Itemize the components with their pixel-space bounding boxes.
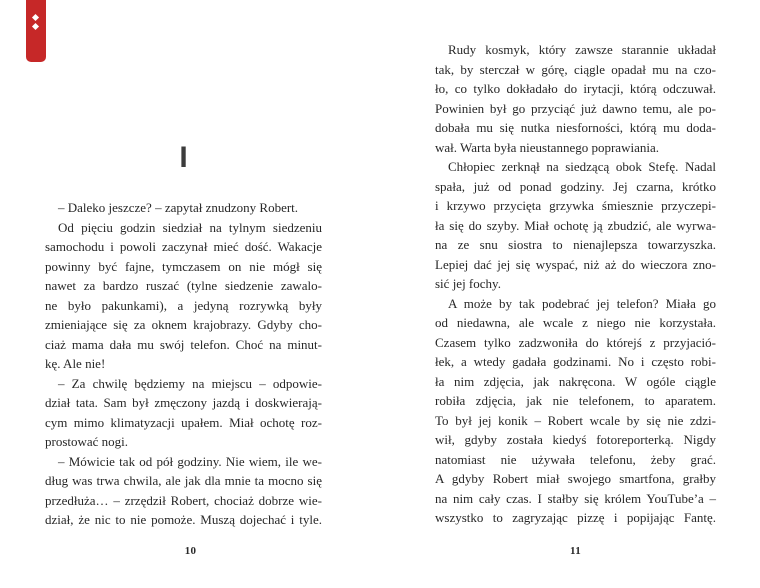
text-line: dobała mu się nutka niesforności, którą mu doda- xyxy=(435,120,716,135)
text-line: tak, by sterczał w górę, ciągle opadał mu na czo- xyxy=(435,61,716,77)
text-line: spała, już od ponad godziny. Jej czarna, krótko xyxy=(435,178,716,194)
page-number-left: 10 xyxy=(184,545,197,557)
text-line: cym mimo klimatyzacji upałem. Miał ochotę roz- xyxy=(45,414,322,430)
text-line: kę. Ale nie! xyxy=(45,356,106,371)
chapter-heading: I xyxy=(179,141,188,174)
text-line: łek, a wtedy gadała godzinami. No i często robi- xyxy=(435,354,716,369)
text-line: ciaż mama dała mu swój telefon. Choć na minut- xyxy=(45,336,322,352)
text-line: wał. Warta była nieustannego poprawiania. xyxy=(435,139,659,155)
text-line: i krzywo przycięta grzywka śmiesznie przyczepi- xyxy=(435,198,716,213)
text-line: A gdyby Robert miał swojego smartfona, grałby xyxy=(435,471,716,486)
text-line: ła się do szyby. Miał ochotę ją zbudzić, ale wyrwa- xyxy=(435,217,716,233)
text-line: na nim cały czas. I stałby się królem YouTube’a – xyxy=(435,490,716,506)
text-line: nawet za bardzo ruszać (tylne siedzenie zawalo- xyxy=(45,278,322,293)
ribbon-mark-icon xyxy=(32,23,39,30)
text-line: ło, co tylko dokładało do irytacji, którą odczuwał. xyxy=(435,81,716,96)
text-line: na ze snu siostra to nienajlepsza towarzyszka. xyxy=(435,237,716,252)
text-line: ła nim zdjęcia, jak nakręcona. W ogóle ciągle xyxy=(435,373,716,389)
text-line: To był jej konik – Robert wcale by się nie zdzi- xyxy=(435,412,716,428)
text-line: Od pięciu godzin siedział na tylnym siedzeniu xyxy=(58,219,322,235)
text-line: – Daleko jeszcze? – zapytał znudzony Robert. xyxy=(58,200,299,215)
text-line: wił, gdyby została kiedyś fotoreporterką. Nigdy xyxy=(435,432,716,447)
text-line: natomiast nie używała telefonu, żeby grać. xyxy=(435,451,716,467)
text-line: przedłuża… – zrzędził Robert, chociaż dobrze wie- xyxy=(45,492,322,508)
text-line: dług was trwa chwila, ale jak dla mnie ta mocno się xyxy=(45,473,322,488)
page-left-text xyxy=(45,198,322,530)
text-line: dział tata. Sam był zmęczony jazdą i doskwierają- xyxy=(45,395,322,410)
text-line: – Za chwilę będziemy na miejscu – odpowie- xyxy=(58,375,322,391)
text-line: Powinien był go przyciąć już dawno temu, ale po- xyxy=(435,100,716,116)
ribbon-mark-icon xyxy=(32,14,39,21)
text-line: samochodu i powoli zaczynał mieć dość. Wakacje xyxy=(45,239,322,254)
text-line: – Mówicie tak od pół godziny. Nie wiem, ile we- xyxy=(58,453,322,469)
text-line: prostować nogi. xyxy=(45,434,129,449)
text-line: sić jej fochy. xyxy=(435,276,501,291)
text-line: powinny być fajne, tymczasem on nie mógł się xyxy=(45,258,322,274)
text-line: dział, że nic to nie pomoże. Muszą dojechać i tyle. xyxy=(45,512,322,527)
text-line: wszystko to zagryzając pizzę i popijając Fantę. xyxy=(435,510,716,525)
text-line: A może by tak podebrać jej telefon? Miała go xyxy=(448,295,716,311)
text-line: Lepiej dać jej się wyspać, niż aż do wieczora zno- xyxy=(435,256,716,272)
text-line: Chłopiec zerknął na siedzącą obok Stefę. Nadal xyxy=(448,159,716,174)
text-line: zmieniające się za oknem krajobrazy. Gdyby cho- xyxy=(45,317,322,332)
text-line: od niedawna, ale wcale z niego nie korzystała. xyxy=(435,315,716,330)
page-right-text xyxy=(435,40,716,528)
text-line: Rudy kosmyk, który zawsze starannie układał xyxy=(448,42,716,57)
page-number-right: 11 xyxy=(570,545,581,557)
text-line: robiła zdjęcia, jak nie telefonem, to aparatem. xyxy=(435,393,716,408)
bookmark-ribbon-icon[interactable] xyxy=(26,0,46,62)
text-line: Czasem tylko zadzwoniła do którejś z przyjació- xyxy=(435,334,716,350)
text-line: ne było pakunkami), a jedyną rozrywką były xyxy=(45,297,322,313)
